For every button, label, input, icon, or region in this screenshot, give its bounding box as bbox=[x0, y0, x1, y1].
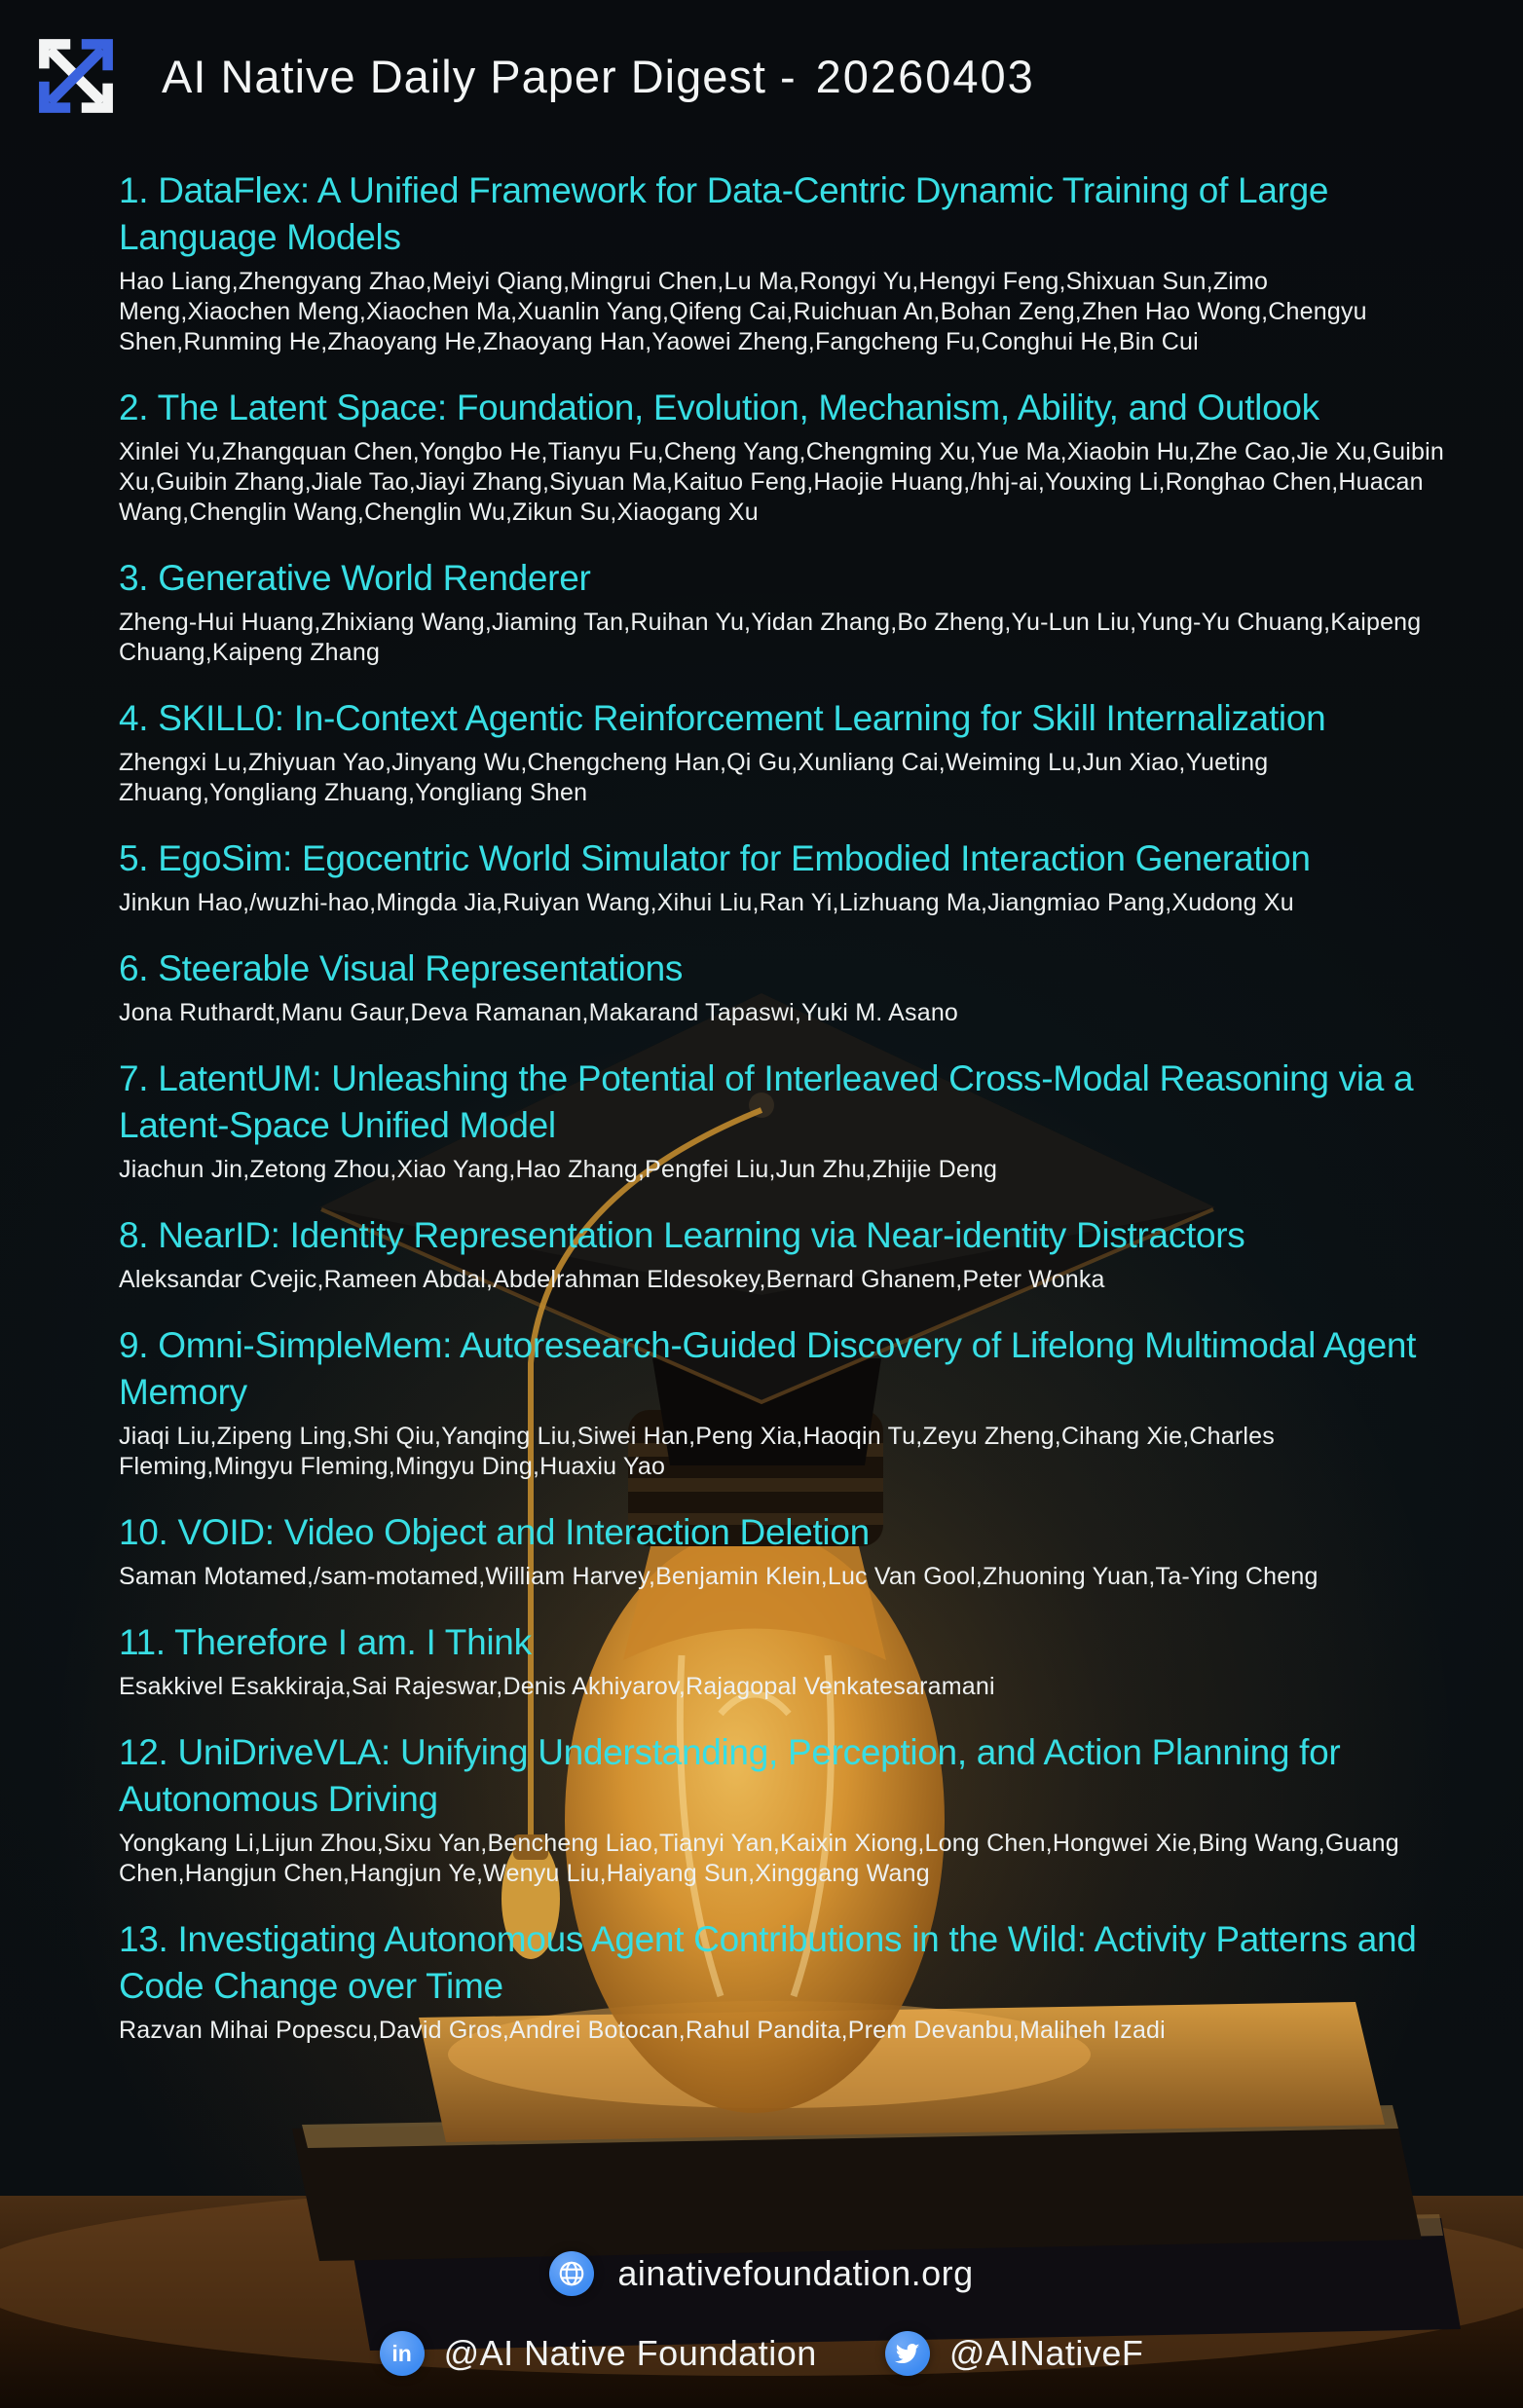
footer-website-row bbox=[0, 2251, 1523, 2296]
paper-authors: Saman Motamed,/sam-motamed,William Harvey,Benjamin Klein,Luc Van Gool,Zhuoning Yuan,Ta-Ying Cheng bbox=[119, 1563, 1319, 1590]
digest-date: 20260403 bbox=[815, 50, 1035, 102]
header-title-row bbox=[162, 50, 1035, 103]
paper-title: 2. The Latent Space: Foundation, Evolution, Mechanism, Ability, and Outlook bbox=[119, 388, 1319, 427]
paper-item bbox=[119, 555, 1445, 668]
paper-title: 13. Investigating Autonomous Agent Contributions in the Wild: Activity Patterns and Code Change over Time bbox=[119, 1919, 1417, 2006]
paper-title: 8. NearID: Identity Representation Learning via Near-identity Distractors bbox=[119, 1215, 1245, 1255]
paper-item bbox=[119, 945, 1445, 1028]
header bbox=[0, 0, 1523, 123]
paper-authors: Esakkivel Esakkiraja,Sai Rajeswar,Denis Akhiyarov,Rajagopal Venkatesaramani bbox=[119, 1673, 995, 1700]
paper-authors: Yongkang Li,Lijun Zhou,Sixu Yan,Bencheng Liao,Tianyi Yan,Kaixin Xiong,Long Chen,Hongwei Xie,Bing Wang,Guang Chen,Hangjun Chen,Hangjun Ye,Wenyu Liu,Haiyang Sun,Xinggang Wang bbox=[119, 1830, 1399, 1887]
paper-authors: Zhengxi Lu,Zhiyuan Yao,Jinyang Wu,Chengcheng Han,Qi Gu,Xunliang Cai,Weiming Lu,Jun Xiao,Yueting Zhuang,Yongliang Zhuang,Yongliang Shen bbox=[119, 749, 1269, 806]
paper-item bbox=[119, 835, 1445, 918]
paper-item bbox=[119, 1729, 1445, 1889]
paper-title: 3. Generative World Renderer bbox=[119, 558, 591, 598]
paper-item bbox=[119, 1322, 1445, 1482]
paper-title: 4. SKILL0: In-Context Agentic Reinforcement Learning for Skill Internalization bbox=[119, 698, 1326, 738]
paper-title: 1. DataFlex: A Unified Framework for Data-Centric Dynamic Training of Large Language Models bbox=[119, 170, 1329, 257]
paper-title: 9. Omni-SimpleMem: Autoresearch-Guided Discovery of Lifelong Multimodal Agent Memory bbox=[119, 1325, 1417, 1412]
paper-title: 11. Therefore I am. I Think bbox=[119, 1622, 532, 1662]
website-link[interactable]: ainativefoundation.org bbox=[617, 2253, 974, 2293]
paper-authors: Aleksandar Cvejic,Rameen Abdal,Abdelrahman Eldesokey,Bernard Ghanem,Peter Wonka bbox=[119, 1266, 1105, 1293]
paper-title: 10. VOID: Video Object and Interaction Deletion bbox=[119, 1512, 870, 1552]
page-title: AI Native Daily Paper Digest - bbox=[162, 50, 797, 102]
paper-item bbox=[119, 1619, 1445, 1702]
paper-authors: Jona Ruthardt,Manu Gaur,Deva Ramanan,Makarand Tapaswi,Yuki M. Asano bbox=[119, 999, 959, 1026]
logo-white-interlock bbox=[86, 86, 102, 102]
ai-native-logo-icon bbox=[29, 29, 123, 123]
paper-item bbox=[119, 695, 1445, 808]
paper-item bbox=[119, 167, 1445, 357]
paper-authors: Hao Liang,Zhengyang Zhao,Meiyi Qiang,Mingrui Chen,Lu Ma,Rongyi Yu,Hengyi Feng,Shixuan Sun,Zimo Meng,Xiaochen Meng,Xiaochen Ma,Xuanlin Yang,Qifeng Cai,Ruichuan An,Bohan Zeng,Zhen Hao Wong,Chengyu Shen,Runming He,Zhaoyang He,Zhaoyang Han,Yaowei Zheng,Fangcheng Fu,Conghui He,Bin Cui bbox=[119, 268, 1367, 355]
linkedin-handle[interactable]: @AI Native Foundation bbox=[443, 2333, 817, 2373]
twitter-bird-icon bbox=[885, 2331, 930, 2376]
paper-authors: Jiaqi Liu,Zipeng Ling,Shi Qiu,Yanqing Liu,Siwei Han,Peng Xia,Haoqin Tu,Zeyu Zheng,Cihang Xie,Charles Fleming,Mingyu Fleming,Mingyu Ding,Huaxiu Yao bbox=[119, 1423, 1275, 1480]
linkedin-item bbox=[380, 2331, 817, 2376]
papers-list bbox=[0, 123, 1523, 2046]
paper-authors: Xinlei Yu,Zhangquan Chen,Yongbo He,Tianyu Fu,Cheng Yang,Chengming Xu,Yue Ma,Xiaobin Hu,Zhe Cao,Jie Xu,Guibin Xu,Guibin Zhang,Jiale Tao,Jiayi Zhang,Siyuan Ma,Kaituo Feng,Haojie Huang,/hhj-ai,Youxing Li,Ronghao Chen,Huacan Wang,Chenglin Wang,Chenglin Wu,Zikun Su,Xiaogang Xu bbox=[119, 438, 1444, 526]
paper-title: 6. Steerable Visual Representations bbox=[119, 948, 684, 988]
paper-authors: Zheng-Hui Huang,Zhixiang Wang,Jiaming Tan,Ruihan Yu,Yidan Zhang,Bo Zheng,Yu-Lun Liu,Yung-Yu Chuang,Kaipeng Chuang,Kaipeng Zhang bbox=[119, 609, 1422, 666]
twitter-handle[interactable]: @AINativeF bbox=[948, 2333, 1144, 2373]
paper-item bbox=[119, 385, 1445, 528]
paper-item bbox=[119, 1212, 1445, 1295]
paper-title: 7. LatentUM: Unleashing the Potential of Interleaved Cross-Modal Reasoning via a Latent-Space Unified Model bbox=[119, 1058, 1414, 1145]
paper-title: 5. EgoSim: Egocentric World Simulator for Embodied Interaction Generation bbox=[119, 838, 1311, 878]
paper-item bbox=[119, 1916, 1445, 2046]
paper-title: 12. UniDriveVLA: Unifying Understanding, Perception, and Action Planning for Autonomous Driving bbox=[119, 1732, 1341, 1819]
paper-authors: Razvan Mihai Popescu,David Gros,Andrei Botocan,Rahul Pandita,Prem Devanbu,Maliheh Izadi bbox=[119, 2017, 1166, 2044]
paper-item bbox=[119, 1509, 1445, 1592]
paper-authors: Jinkun Hao,/wuzhi-hao,Mingda Jia,Ruiyan Wang,Xihui Liu,Ran Yi,Lizhuang Ma,Jiangmiao Pang,Xudong Xu bbox=[119, 889, 1294, 916]
twitter-item bbox=[885, 2331, 1144, 2376]
globe-icon bbox=[549, 2251, 594, 2296]
paper-item bbox=[119, 1056, 1445, 1185]
footer-social-row bbox=[0, 2331, 1523, 2376]
linkedin-glyph: in bbox=[391, 2340, 412, 2366]
linkedin-icon bbox=[380, 2331, 425, 2376]
paper-authors: Jiachun Jin,Zetong Zhou,Xiao Yang,Hao Zhang,Pengfei Liu,Jun Zhu,Zhijie Deng bbox=[119, 1156, 998, 1183]
